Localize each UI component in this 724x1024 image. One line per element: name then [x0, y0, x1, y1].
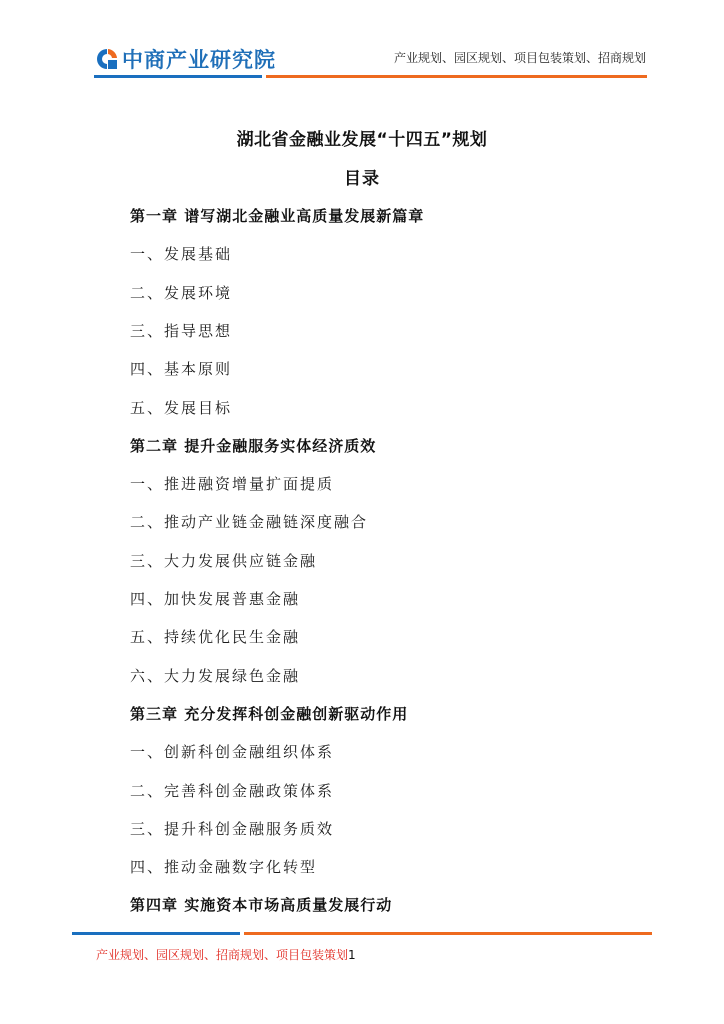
- toc-section: 五、发展目标: [130, 398, 233, 417]
- toc-section: 三、指导思想: [130, 321, 233, 340]
- page-footer: [96, 946, 356, 963]
- toc-section: 一、推进融资增量扩面提质: [130, 475, 335, 494]
- toc-section: 四、推动金融数字化转型: [130, 858, 318, 877]
- logo-mark-icon: [95, 47, 119, 71]
- toc-section: 二、推动产业链金融链深度融合: [130, 513, 369, 532]
- toc-section: 一、创新科创金融组织体系: [130, 743, 335, 762]
- header-rule-blue: [94, 75, 262, 78]
- toc-section: 二、发展环境: [130, 283, 233, 302]
- toc-chapter: 第四章 实施资本市场高质量发展行动: [130, 896, 393, 915]
- header-tagline: 产业规划、园区规划、项目包装策划、招商规划: [393, 51, 646, 65]
- toc-section: 一、发展基础: [130, 245, 233, 264]
- company-logo: [95, 44, 276, 74]
- footer-rule-orange: [244, 932, 652, 935]
- toc-section: 四、加快发展普惠金融: [130, 590, 301, 608]
- logo-text: 中商产业研究院: [122, 48, 276, 72]
- toc-section: 六、大力发展绿色金融: [130, 666, 301, 685]
- toc-section: 二、完善科创金融政策体系: [130, 781, 335, 800]
- toc-chapter: 第二章 提升金融服务实体经济质效: [130, 436, 377, 455]
- toc-section: 四、基本原则: [130, 360, 233, 379]
- toc-chapter: 第三章 充分发挥科创金融创新驱动作用: [130, 704, 409, 723]
- toc-section: 三、大力发展供应链金融: [130, 551, 318, 570]
- document-title: 湖北省金融业发展“十四五”规划: [236, 130, 488, 150]
- page-header: [0, 0, 724, 90]
- header-rule-orange: [266, 75, 647, 78]
- toc-heading: 目录: [344, 169, 380, 189]
- toc-section: 三、提升科创金融服务质效: [130, 819, 335, 838]
- footer-rule-blue: [72, 932, 240, 935]
- toc-section: 五、持续优化民生金融: [130, 628, 301, 647]
- toc-chapter: 第一章 谱写湖北金融业高质量发展新篇章: [130, 207, 425, 225]
- footer-text: 产业规划、园区规划、招商规划、项目包装策划: [96, 948, 349, 962]
- page-number: 1: [348, 948, 356, 962]
